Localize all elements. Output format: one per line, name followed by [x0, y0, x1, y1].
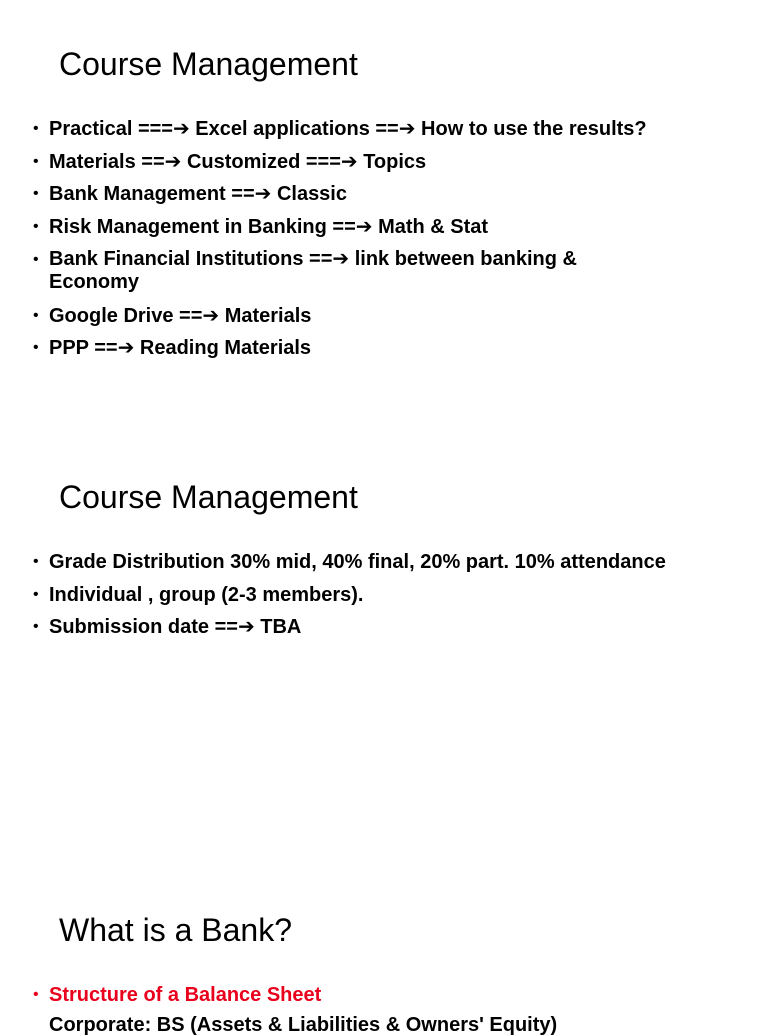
bullet-item: • Google Drive ==➔ Materials: [33, 305, 753, 327]
slide-1-title: Course Management: [59, 46, 358, 82]
slide-2-title: Course Management: [59, 479, 358, 515]
bullet-item: • Grade Distribution 30% mid, 40% final, 20% part. 10% attendance: [33, 551, 753, 573]
bullet-item: • Materials ==➔ Customized ===➔ Topics: [33, 151, 753, 173]
bullet-item: • Individual , group (2-3 members).: [33, 584, 753, 606]
slide-3-bullets: [33, 984, 753, 1017]
bullet-item: • Bank Financial Institutions ==➔ link between banking & Economy: [33, 248, 669, 294]
slide-3-title: What is a Bank?: [59, 912, 292, 948]
bullet-item-highlighted: • Structure of a Balance Sheet: [33, 984, 753, 1006]
bullet-item: • PPP ==➔ Reading Materials: [33, 337, 753, 359]
bullet-item: • Bank Management ==➔ Classic: [33, 183, 753, 205]
partial-bullet-line: Corporate: BS (Assets & Liabilities & Owners' Equity): [49, 1014, 558, 1036]
bullet-item: • Practical ===➔ Excel applications ==➔ How to use the results?: [33, 118, 753, 140]
bullet-item: • Submission date ==➔ TBA: [33, 616, 753, 638]
bullet-item: • Risk Management in Banking ==➔ Math & Stat: [33, 216, 753, 238]
